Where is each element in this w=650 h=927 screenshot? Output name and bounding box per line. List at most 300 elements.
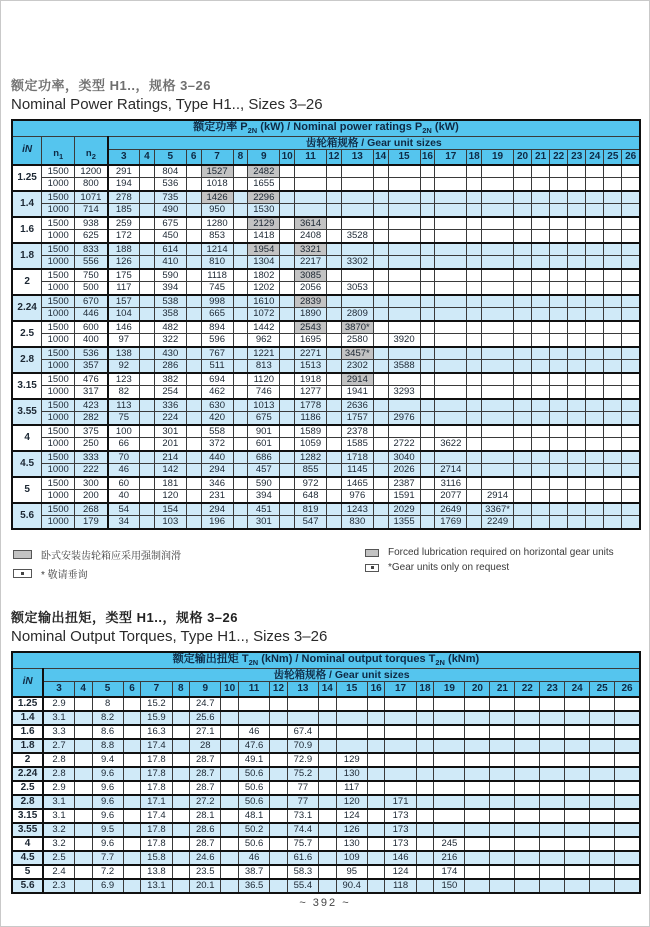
power-cell: 3870* [341, 321, 373, 334]
power-cell: 950 [201, 204, 233, 217]
speed-n1-cell: 1500 [42, 295, 75, 308]
power-cell: 120 [154, 490, 186, 503]
header-text: 额定功率 P [193, 121, 248, 133]
power-cell [622, 308, 640, 321]
power-cell [550, 412, 568, 425]
power-cell [586, 516, 604, 529]
torque-cell: 15.8 [141, 851, 172, 865]
torque-cell [565, 879, 590, 893]
power-cell [586, 386, 604, 399]
power-cell: 2649 [435, 503, 467, 516]
speed-n2-cell: 268 [75, 503, 108, 516]
torque-cell [270, 879, 288, 893]
legend-text: *Gear units only on request [388, 562, 510, 573]
torque-cell [540, 739, 565, 753]
power-cell [186, 347, 201, 360]
size-column-header: 19 [482, 150, 514, 165]
power-cell [622, 464, 640, 477]
table-row [12, 178, 640, 191]
power-cell [532, 230, 550, 243]
torque-cell: 70.9 [287, 739, 318, 753]
torque-cell [590, 767, 615, 781]
power-cell: 648 [295, 490, 327, 503]
speed-n2-cell: 250 [75, 438, 108, 451]
ratio-cell: 2 [12, 269, 42, 295]
power-cell [233, 295, 248, 308]
size-column-header: 14 [318, 682, 336, 697]
power-cell: 547 [295, 516, 327, 529]
size-column-header: 25 [604, 150, 622, 165]
torque-cell [287, 697, 318, 711]
power-cell: 2217 [295, 256, 327, 269]
power-cell [532, 295, 550, 308]
power-cell [327, 191, 342, 204]
torque-cell [123, 739, 141, 753]
size-column-header: 20 [514, 150, 532, 165]
power-cell [327, 178, 342, 191]
size-column-header: 16 [420, 150, 435, 165]
torque-cell: 245 [434, 837, 465, 851]
power-cell [467, 178, 482, 191]
speed-n1-cell: 1500 [42, 399, 75, 412]
ratio-cell: 2.8 [12, 347, 42, 373]
power-table-header [12, 120, 640, 165]
power-cell: 126 [108, 256, 140, 269]
power-cell: 746 [248, 386, 280, 399]
power-cell: 630 [201, 399, 233, 412]
size-column-header: 15 [336, 682, 367, 697]
power-cell [482, 217, 514, 230]
torque-cell [416, 725, 434, 739]
power-cell [467, 282, 482, 295]
power-cell: 490 [154, 204, 186, 217]
power-cell [604, 334, 622, 347]
torque-cell: 46 [238, 851, 269, 865]
power-cell: 3528 [341, 230, 373, 243]
power-cell [604, 321, 622, 334]
power-cell [604, 256, 622, 269]
torque-cell: 17.8 [141, 767, 172, 781]
power-cell: 450 [154, 230, 186, 243]
power-cell [435, 217, 467, 230]
power-cell [532, 503, 550, 516]
power-cell [280, 282, 295, 295]
power-cell [373, 516, 388, 529]
power-cell [435, 347, 467, 360]
power-cell [233, 243, 248, 256]
speed-n1-cell: 1000 [42, 282, 75, 295]
power-cell [622, 204, 640, 217]
power-cell [186, 269, 201, 282]
size-column-header: 6 [186, 150, 201, 165]
power-cell [568, 165, 586, 178]
power-cell [233, 477, 248, 490]
torque-cell [270, 809, 288, 823]
power-cell [532, 269, 550, 282]
power-cell [532, 204, 550, 217]
power-cell: 138 [108, 347, 140, 360]
torque-cell [416, 851, 434, 865]
power-cell: 440 [201, 451, 233, 464]
power-cell [586, 178, 604, 191]
torque-cell [336, 711, 367, 725]
power-cell [420, 243, 435, 256]
torque-cell [172, 739, 190, 753]
torque-cell [515, 697, 540, 711]
power-cell [514, 412, 532, 425]
torque-cell [123, 865, 141, 879]
power-cell [550, 217, 568, 230]
size-column-header: 22 [550, 150, 568, 165]
power-cell [604, 438, 622, 451]
section1-title-zh: 额定功率，类型 H1..，规格 3–26 [11, 78, 211, 93]
torque-cell: 3.3 [43, 725, 74, 739]
power-cell [280, 295, 295, 308]
legend-text: * 敬请垂询 [41, 570, 88, 581]
speed-n1-cell: 1000 [42, 256, 75, 269]
torque-cell: 13.8 [141, 865, 172, 879]
torque-cell: 50.6 [238, 767, 269, 781]
power-cell [514, 334, 532, 347]
torque-cell [238, 697, 269, 711]
power-cell [420, 295, 435, 308]
ratio-symbol: iN [22, 144, 33, 156]
power-cell [514, 438, 532, 451]
legend-item-forced-lubrication-en [365, 547, 614, 558]
power-cell [586, 334, 604, 347]
ratio-cell: 1.8 [12, 243, 42, 269]
power-cell [420, 204, 435, 217]
power-cell: 394 [154, 282, 186, 295]
power-cell [420, 269, 435, 282]
power-cell: 735 [154, 191, 186, 204]
power-cell: 97 [108, 334, 140, 347]
power-cell: 1280 [201, 217, 233, 230]
n2-sub: 2 [91, 152, 96, 162]
power-cell [467, 347, 482, 360]
power-cell [568, 308, 586, 321]
torque-cell [336, 725, 367, 739]
torque-cell [367, 697, 385, 711]
power-cell [233, 178, 248, 191]
power-cell [233, 204, 248, 217]
power-cell [514, 477, 532, 490]
torque-cell: 8.2 [92, 711, 123, 725]
power-cell [467, 490, 482, 503]
power-cell: 962 [248, 334, 280, 347]
torque-cell [490, 851, 515, 865]
power-cell [604, 399, 622, 412]
power-cell [532, 477, 550, 490]
power-cell: 1513 [295, 360, 327, 373]
power-cell [604, 191, 622, 204]
power-cell [327, 295, 342, 308]
torque-cell [172, 753, 190, 767]
power-cell [622, 217, 640, 230]
power-cell [467, 269, 482, 282]
power-cell: 70 [108, 451, 140, 464]
torque-cell: 3.1 [43, 795, 74, 809]
power-cell [467, 438, 482, 451]
power-cell [467, 412, 482, 425]
power-cell [514, 490, 532, 503]
torque-cell [123, 711, 141, 725]
torque-cell [172, 837, 190, 851]
torque-cell [221, 781, 239, 795]
torque-cell: 24.6 [190, 851, 221, 865]
power-cell [327, 386, 342, 399]
power-cell [604, 373, 622, 386]
torque-cell [590, 865, 615, 879]
power-cell [140, 451, 155, 464]
power-cell [435, 295, 467, 308]
power-cell [186, 503, 201, 516]
power-cell [604, 308, 622, 321]
torque-cell: 3.2 [43, 823, 74, 837]
power-cell [373, 321, 388, 334]
table-row [12, 334, 640, 347]
torque-cell [270, 865, 288, 879]
power-cell [482, 204, 514, 217]
torque-cell: 55.4 [287, 879, 318, 893]
power-cell [622, 282, 640, 295]
power-cell [280, 516, 295, 529]
power-cell [435, 360, 467, 373]
power-cell [233, 451, 248, 464]
power-cell [467, 516, 482, 529]
power-cell: 590 [248, 477, 280, 490]
power-cell [280, 464, 295, 477]
torque-cell: 15.9 [141, 711, 172, 725]
power-cell [233, 282, 248, 295]
power-cell [568, 282, 586, 295]
torque-cell [416, 767, 434, 781]
power-cell [420, 438, 435, 451]
power-cell: 3920 [388, 334, 420, 347]
power-cell [435, 334, 467, 347]
torque-cell: 77 [287, 781, 318, 795]
power-cell [140, 165, 155, 178]
torque-cell [221, 711, 239, 725]
speed-n1-cell: 1000 [42, 230, 75, 243]
table-row [12, 308, 640, 321]
power-cell [140, 243, 155, 256]
torque-cell [172, 865, 190, 879]
power-cell [514, 386, 532, 399]
torque-cell: 3.1 [43, 809, 74, 823]
torque-cell [416, 711, 434, 725]
power-cell: 3302 [341, 256, 373, 269]
torque-cell [172, 725, 190, 739]
torque-cell [615, 837, 640, 851]
torque-cell [385, 697, 416, 711]
speed-n1-cell: 1000 [42, 412, 75, 425]
power-cell [514, 464, 532, 477]
power-cell [233, 230, 248, 243]
power-cell [233, 438, 248, 451]
torque-cell [367, 795, 385, 809]
speed-n2-cell: 1200 [75, 165, 108, 178]
power-cell [568, 295, 586, 308]
power-cell [586, 347, 604, 360]
legend-chinese [13, 547, 365, 581]
power-cell [482, 347, 514, 360]
grey-cell-icon [13, 550, 32, 559]
torque-cell: 126 [336, 823, 367, 837]
power-cell [373, 243, 388, 256]
power-cell: 1018 [201, 178, 233, 191]
torque-cell [123, 809, 141, 823]
size-column-header: 4 [74, 682, 92, 697]
torque-cell [123, 781, 141, 795]
power-cell: 1941 [341, 386, 373, 399]
power-cell: 301 [154, 425, 186, 438]
power-cell [550, 399, 568, 412]
torque-cell [540, 767, 565, 781]
ratio-cell: 5.6 [12, 503, 42, 529]
table-row [12, 191, 640, 204]
power-cell [233, 399, 248, 412]
torque-cell [565, 725, 590, 739]
power-cell: 614 [154, 243, 186, 256]
torque-cell [123, 697, 141, 711]
torque-cell [74, 795, 92, 809]
power-cell [327, 308, 342, 321]
speed-n1-cell: 1500 [42, 373, 75, 386]
power-cell [186, 308, 201, 321]
torque-cell [385, 753, 416, 767]
torque-cell [221, 823, 239, 837]
speed-n1-cell: 1500 [42, 477, 75, 490]
torque-cell [318, 823, 336, 837]
power-cell: 675 [248, 412, 280, 425]
torque-cell: 2.4 [43, 865, 74, 879]
torque-cell [123, 837, 141, 851]
table-row [12, 360, 640, 373]
power-cell [435, 451, 467, 464]
torque-cell [367, 767, 385, 781]
power-cell: 172 [108, 230, 140, 243]
power-cell [586, 490, 604, 503]
torque-cell [590, 781, 615, 795]
torque-cell [385, 725, 416, 739]
torque-cell [565, 697, 590, 711]
table-row [12, 767, 640, 781]
power-cell [482, 269, 514, 282]
power-cell [140, 438, 155, 451]
power-cell [568, 204, 586, 217]
power-cell [295, 178, 327, 191]
power-cell: 103 [154, 516, 186, 529]
power-cell [373, 360, 388, 373]
power-cell [420, 178, 435, 191]
torque-cell [336, 697, 367, 711]
power-cell [622, 438, 640, 451]
torque-cell [74, 725, 92, 739]
power-cell [604, 360, 622, 373]
power-cell: 104 [108, 308, 140, 321]
power-cell [140, 490, 155, 503]
power-cell: 590 [154, 269, 186, 282]
power-cell [604, 503, 622, 516]
torque-cell [565, 753, 590, 767]
power-cell [550, 360, 568, 373]
power-cell [280, 412, 295, 425]
torque-cell [270, 767, 288, 781]
torque-cell [221, 795, 239, 809]
power-cell [532, 425, 550, 438]
size-column-header: 11 [295, 150, 327, 165]
speed-n2-cell: 536 [75, 347, 108, 360]
power-cell [532, 334, 550, 347]
power-cell [140, 360, 155, 373]
torque-cell [74, 697, 92, 711]
power-cell [420, 191, 435, 204]
speed-n1-cell: 1000 [42, 178, 75, 191]
torque-cell [515, 865, 540, 879]
power-cell [388, 243, 420, 256]
size-column-header: 18 [416, 682, 434, 697]
power-cell: 1418 [248, 230, 280, 243]
power-cell [482, 464, 514, 477]
power-cell [341, 243, 373, 256]
power-cell: 224 [154, 412, 186, 425]
torque-cell [270, 725, 288, 739]
power-cell [373, 256, 388, 269]
power-cell [341, 191, 373, 204]
power-cell [532, 178, 550, 191]
speed-n2-cell: 625 [75, 230, 108, 243]
power-cell [233, 217, 248, 230]
table-row [12, 781, 640, 795]
torque-cell [615, 781, 640, 795]
speed-n1-cell: 1000 [42, 490, 75, 503]
power-cell [532, 516, 550, 529]
torque-cell: 9.6 [92, 795, 123, 809]
power-cell: 1277 [295, 386, 327, 399]
power-cell [622, 477, 640, 490]
ratio-cell: 4.5 [12, 851, 43, 865]
power-cell: 1757 [341, 412, 373, 425]
power-cell: 1426 [201, 191, 233, 204]
torque-cell [540, 865, 565, 879]
power-cell [295, 165, 327, 178]
power-cell [482, 373, 514, 386]
power-cell: 3321 [295, 243, 327, 256]
table-row [12, 865, 640, 879]
power-cell [550, 308, 568, 321]
size-column-header: 21 [490, 682, 515, 697]
torque-cell [416, 697, 434, 711]
torque-cell: 120 [336, 795, 367, 809]
power-cell: 358 [154, 308, 186, 321]
torque-cell: 17.8 [141, 753, 172, 767]
torque-cell [590, 739, 615, 753]
power-cell [280, 217, 295, 230]
torque-cell: 17.8 [141, 781, 172, 795]
power-cell [388, 282, 420, 295]
power-cell [586, 230, 604, 243]
power-cell [435, 204, 467, 217]
torque-cell: 23.5 [190, 865, 221, 879]
power-cell [604, 178, 622, 191]
power-cell [388, 295, 420, 308]
power-cell [604, 477, 622, 490]
size-column-header: 25 [590, 682, 615, 697]
power-cell [280, 490, 295, 503]
power-cell [586, 308, 604, 321]
power-cell: 123 [108, 373, 140, 386]
